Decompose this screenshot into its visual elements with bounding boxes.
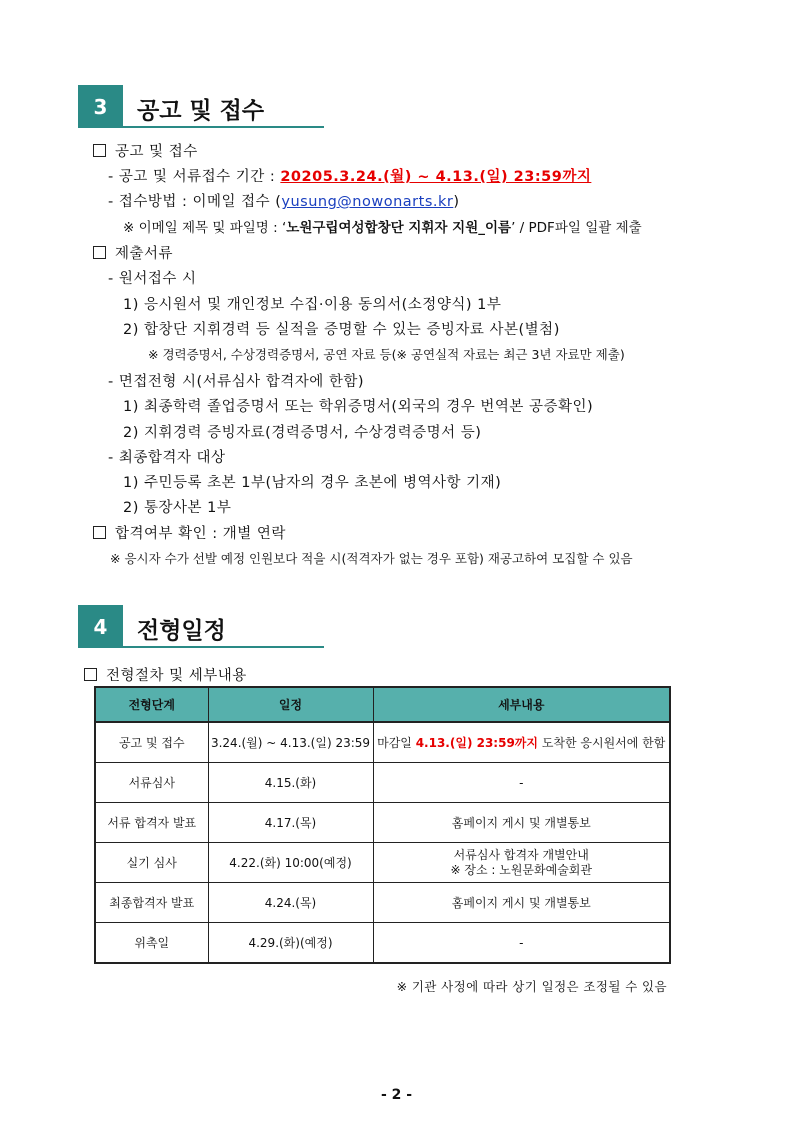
detail-cell: 홈페이지 게시 및 개별통보 [373,883,670,923]
date-cell: 3.24.(월) ~ 4.13.(일) 23:59 [208,722,373,763]
application-note: ※ 경력증명서, 수상경력증명서, 공연 자료 등(※ 공연실적 자료는 최근 3년 자료만 제출) [148,347,625,362]
table-header-cell: 전형단계 [95,687,208,722]
checkbox-square-icon [84,668,97,681]
detail-cell: 마감일 4.13.(일) 23:59까지 도착한 응시원서에 한함 [373,722,670,763]
detail-cell: - [373,763,670,803]
application-item-2: 2) 합창단 지휘경력 등 실적을 증명할 수 있는 증빙자료 사본(별첨) [123,322,560,338]
table-header-cell: 세부내용 [373,687,670,722]
table-row [95,883,670,923]
checkbox-square-icon [93,526,106,539]
final-item-1: 1) 주민등록 초본 1부(남자의 경우 초본에 병역사항 기재) [123,475,502,491]
table-row [95,722,670,763]
final-item-2: 2) 통장사본 1부 [123,500,232,516]
section-4-title: 전형일정 [137,618,226,644]
schedule-subheader: 전형절차 및 세부내용 [84,664,247,685]
stage-cell: 위촉일 [95,923,208,964]
table-header-cell: 일정 [208,687,373,722]
result-header: 합격여부 확인 : 개별 연락 [93,522,286,543]
table-row [95,923,670,964]
detail-cell: 홈페이지 게시 및 개별통보 [373,803,670,843]
notice-header: 공고 및 접수 [93,140,198,161]
section-3-underline [78,126,324,128]
submission-method: - 접수방법 : 이메일 접수 (yusung@nowonarts.kr) [108,194,460,210]
date-cell: 4.24.(목) [208,883,373,923]
application-item-1: 1) 응시원서 및 개인정보 수집·이용 동의서(소정양식) 1부 [123,297,502,313]
checkbox-square-icon [93,246,106,259]
stage-cell: 서류 합격자 발표 [95,803,208,843]
interview-item-2: 2) 지휘경력 증빙자료(경력증명서, 수상경력증명서 등) [123,425,482,441]
section-3-number: 3 [78,85,123,128]
date-cell: 4.29.(화)(예정) [208,923,373,964]
docs-header: 제출서류 [93,242,173,263]
email-subject-note: ※ 이메일 제목 및 파일명 : ‘노원구립여성합창단 지휘자 지원_이름’ / PDF파일 일괄 제출 [123,220,642,236]
detail-cell: - [373,923,670,964]
table-row [95,843,670,883]
stage-cell: 실기 심사 [95,843,208,883]
date-cell: 4.17.(목) [208,803,373,843]
date-cell: 4.15.(화) [208,763,373,803]
section-3-title: 공고 및 접수 [137,98,265,124]
stage-cell: 최종합격자 발표 [95,883,208,923]
date-cell: 4.22.(화) 10:00(예정) [208,843,373,883]
application-label: - 원서접수 시 [108,271,197,287]
detail-cell: 서류심사 합격자 개별안내 ※ 장소 : 노원문화예술회관 [373,843,670,883]
interview-label: - 면접전형 시(서류심사 합격자에 한함) [108,374,365,390]
table-header-row [95,687,670,722]
schedule-table [94,686,671,964]
notice-period-value: 20205.3.24.(월) ~ 4.13.(일) 23:59까지 [280,169,592,185]
stage-cell: 공고 및 접수 [95,722,208,763]
stage-cell: 서류심사 [95,763,208,803]
notice-period: - 공고 및 서류접수 기간 : 20205.3.24.(월) ~ 4.13.(일) 23:59까지 [108,169,592,185]
interview-item-1: 1) 최종학력 졸업증명서 또는 학위증명서(외국의 경우 번역본 공증확인) [123,399,594,415]
result-note: ※ 응시자 수가 선발 예정 인원보다 적을 시(적격자가 없는 경우 포함) 재공고하여 모집할 수 있음 [110,551,633,566]
table-row [95,763,670,803]
page-number: - 2 - [380,1087,413,1103]
table-row [95,803,670,843]
email-link[interactable]: yusung@nowonarts.kr [281,194,454,210]
checkbox-square-icon [93,144,106,157]
schedule-footnote: ※ 기관 사정에 따라 상기 일정은 조정될 수 있음 [396,979,667,994]
final-label: - 최종합격자 대상 [108,450,226,466]
section-4-number: 4 [78,605,123,648]
section-4-underline [78,646,324,648]
